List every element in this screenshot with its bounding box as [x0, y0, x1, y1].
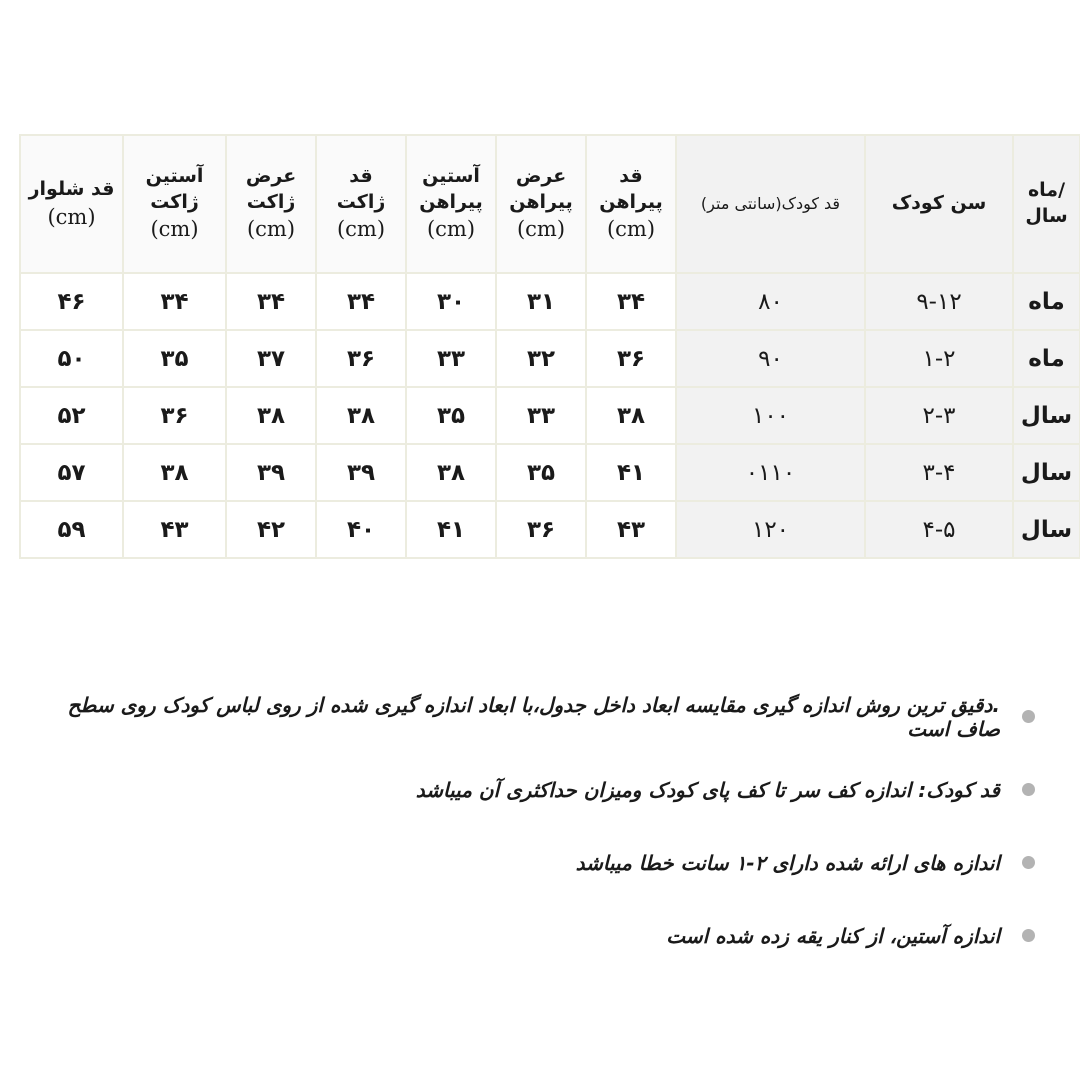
- cell-shirt-sleeve: ۳۸: [406, 444, 496, 501]
- cell-jacket-width: ۳۹: [226, 444, 316, 501]
- table-row: [20, 273, 1080, 330]
- header-jacket-length: قد ژاکت (cm): [316, 135, 406, 273]
- cell-shirt-sleeve: ۴۱: [406, 501, 496, 558]
- cell-jacket-length: ۳۹: [316, 444, 406, 501]
- cell-jacket-width: ۳۸: [226, 387, 316, 444]
- cell-pants-length: ۵۲: [20, 387, 123, 444]
- cell-pants-length: ۵۰: [20, 330, 123, 387]
- table-row: [20, 330, 1080, 387]
- cell-jacket-sleeve: ۳۸: [123, 444, 226, 501]
- cell-jacket-length: ۳۸: [316, 387, 406, 444]
- cell-unit: سال: [1013, 501, 1080, 558]
- header-pants-length: قد شلوار (cm): [20, 135, 123, 273]
- cell-jacket-sleeve: ۳۶: [123, 387, 226, 444]
- cell-jacket-sleeve: ۳۵: [123, 330, 226, 387]
- cell-jacket-width: ۳۷: [226, 330, 316, 387]
- cell-child-age: ۲-۳: [865, 387, 1013, 444]
- header-row: [20, 135, 1080, 273]
- cell-shirt-length: ۴۳: [586, 501, 676, 558]
- cell-child-height: ۹۰: [676, 330, 865, 387]
- cell-shirt-sleeve: ۳۵: [406, 387, 496, 444]
- cell-shirt-length: ۴۱: [586, 444, 676, 501]
- header-shirt-width: عرض پیراهن (cm): [496, 135, 586, 273]
- cell-pants-length: ۵۷: [20, 444, 123, 501]
- header-shirt-length: قد پیراهن (cm): [586, 135, 676, 273]
- header-child-age: سن کودک: [865, 135, 1013, 273]
- cell-child-age: ۹-۱۲: [865, 273, 1013, 330]
- cell-shirt-length: ۳۸: [586, 387, 676, 444]
- cell-child-height: ۰۱۱۰: [676, 444, 865, 501]
- cell-jacket-width: ۴۲: [226, 501, 316, 558]
- cell-child-height: ۱۲۰: [676, 501, 865, 558]
- cell-shirt-width: ۳۲: [496, 330, 586, 387]
- note-text: اندازه های ارائه شده دارای ۲-۱ سانت خطا میباشد: [575, 850, 1000, 875]
- bullet-dot-icon: [1022, 710, 1035, 723]
- cell-jacket-sleeve: ۴۳: [123, 501, 226, 558]
- note-text: قد کودک: اندازه کف سر تا کف پای کودک ومیزان حداکثری آن میباشد: [415, 777, 1000, 802]
- cell-shirt-width: ۳۵: [496, 444, 586, 501]
- header-unit: ماه/ سال: [1013, 135, 1080, 273]
- cell-child-age: ۳-۴: [865, 444, 1013, 501]
- header-shirt-sleeve: آستین پیراهن (cm): [406, 135, 496, 273]
- cell-jacket-length: ۳۶: [316, 330, 406, 387]
- note-item: [40, 899, 1035, 972]
- header-jacket-sleeve: آستین ژاکت (cm): [123, 135, 226, 273]
- cell-pants-length: ۴۶: [20, 273, 123, 330]
- cell-jacket-width: ۳۴: [226, 273, 316, 330]
- bullet-dot-icon: [1022, 783, 1035, 796]
- note-item: [40, 680, 1035, 753]
- cell-child-height: ۱۰۰: [676, 387, 865, 444]
- table-row: [20, 501, 1080, 558]
- size-chart-table: [19, 134, 1080, 559]
- header-jacket-width: عرض ژاکت (cm): [226, 135, 316, 273]
- note-text: .دقیق ترین روش اندازه گیری مقایسه ابعاد داخل جدول،با ابعاد اندازه گیری شده از روی لباس کودک روی سطح صاف است: [67, 692, 1000, 741]
- notes-list: [40, 680, 1035, 972]
- cell-unit: سال: [1013, 387, 1080, 444]
- cell-unit: سال: [1013, 444, 1080, 501]
- table-row: [20, 444, 1080, 501]
- cell-shirt-sleeve: ۳۰: [406, 273, 496, 330]
- cell-child-age: ۱-۲: [865, 330, 1013, 387]
- header-child-height: قد کودک(سانتی متر): [676, 135, 865, 273]
- note-item: [40, 753, 1035, 826]
- cell-jacket-length: ۳۴: [316, 273, 406, 330]
- table-row: [20, 387, 1080, 444]
- bullet-dot-icon: [1022, 856, 1035, 869]
- note-text: اندازه آستین، از کنار یقه زده شده است: [666, 923, 1000, 948]
- cell-shirt-width: ۳۳: [496, 387, 586, 444]
- note-item: [40, 826, 1035, 899]
- cell-jacket-length: ۴۰: [316, 501, 406, 558]
- cell-unit: ماه: [1013, 330, 1080, 387]
- cell-child-height: ۸۰: [676, 273, 865, 330]
- cell-shirt-width: ۳۱: [496, 273, 586, 330]
- cell-pants-length: ۵۹: [20, 501, 123, 558]
- cell-shirt-sleeve: ۳۳: [406, 330, 496, 387]
- cell-child-age: ۴-۵: [865, 501, 1013, 558]
- cell-jacket-sleeve: ۳۴: [123, 273, 226, 330]
- cell-shirt-length: ۳۴: [586, 273, 676, 330]
- bullet-dot-icon: [1022, 929, 1035, 942]
- cell-shirt-width: ۳۶: [496, 501, 586, 558]
- cell-shirt-length: ۳۶: [586, 330, 676, 387]
- cell-unit: ماه: [1013, 273, 1080, 330]
